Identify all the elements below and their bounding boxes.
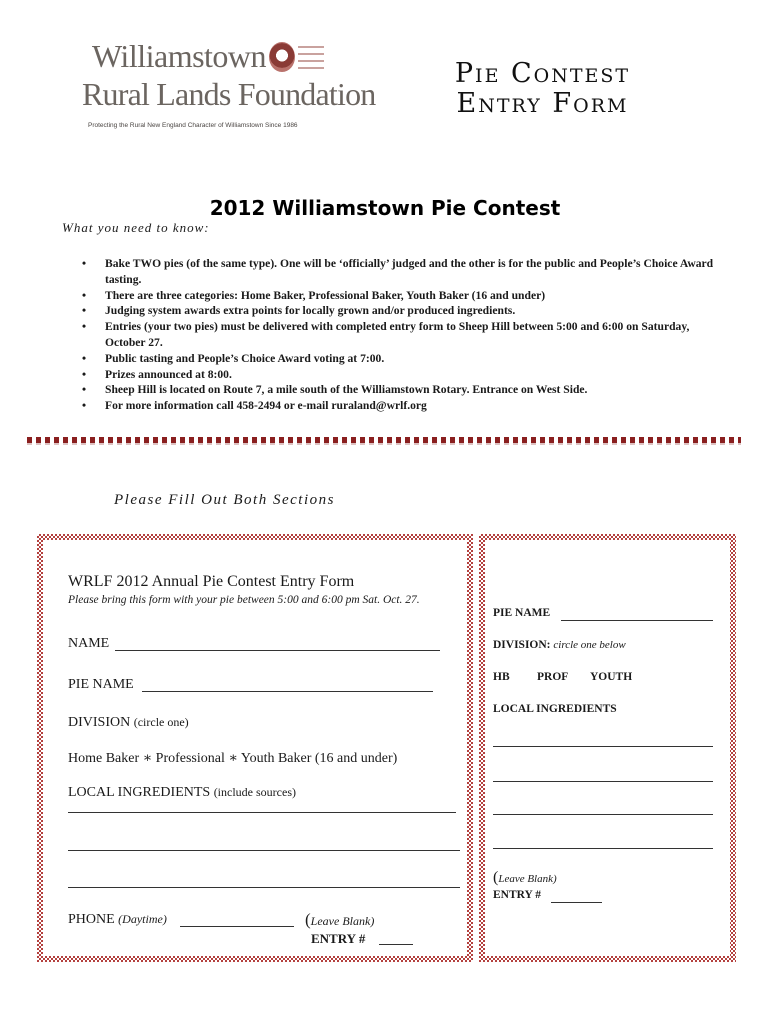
phone-label: PHONE [68,912,115,927]
info-bullet-list [78,256,728,414]
division-hint: (circle one) [133,715,189,729]
phone-hint: (Daytime) [118,912,167,926]
stub-option-prof[interactable]: PROF [537,671,569,683]
local-ingredients-label-group [68,785,296,801]
entry-number-label: ENTRY # [311,931,366,946]
stub-entry-number-field [551,902,602,903]
local-ingredients-line-1[interactable] [68,812,456,813]
stub-pie-name-label: PIE NAME [493,607,551,619]
division-options[interactable]: Home Baker ∗ Professional ∗ Youth Baker (16 and under) [68,751,398,766]
entry-stub-body [485,540,730,956]
stub-leave-blank-group [493,869,557,887]
stub-local-line-4[interactable] [493,848,713,849]
stub-local-ingredients-label: LOCAL INGREDIENTS [493,703,617,715]
logo-seal-icon [269,42,295,72]
rlf-logo [82,38,376,138]
division-label-group [68,715,189,731]
entry-number-field [379,944,413,945]
leave-blank-group [305,910,374,930]
leave-blank-label: Leave Blank) [310,914,375,928]
header-title-line-2: Entry Form [456,88,629,119]
local-ingredients-line-2[interactable] [68,850,460,851]
leave-blank-paren: ( [305,910,311,929]
info-bullet: • Entries (your two pies) must be delivered with completed entry form to Sheep Hill between 5:00 and 6:00 on Saturday, October 27. [82,320,690,349]
entry-form-box [37,534,473,962]
entry-stub-box [479,534,736,962]
info-bullet: • For more information call 458-2494 or e-mail ruraland@wrlf.org [82,399,427,413]
pie-name-label: PIE NAME [68,677,134,692]
bullet-icon: • [82,399,87,413]
bullet-icon: • [82,288,87,302]
division-label: DIVISION [68,715,131,730]
phone-field[interactable] [180,926,294,927]
logo-line-2: Rural Lands Foundation [82,76,376,112]
bullet-icon: • [82,257,87,270]
logo-decor-lines [298,46,324,74]
bullet-icon: • [82,383,87,397]
stub-division-group [493,639,626,651]
bullet-icon: • [82,351,87,365]
stub-leave-blank-paren: ( [493,869,499,886]
bullet-icon: • [82,367,87,381]
local-ingredients-hint: (include sources) [213,785,296,799]
entry-form-title: WRLF 2012 Annual Pie Contest Entry Form [68,573,355,590]
stub-division-label: DIVISION: [493,639,551,651]
bullet-icon: • [82,304,87,318]
info-bullet: • Judging system awards extra points for locally grown and/or produced ingredients. [82,304,516,318]
fill-out-label: Please Fill Out Both Sections [114,492,335,508]
pie-name-field[interactable] [142,691,433,692]
stub-local-line-3[interactable] [493,814,713,815]
stub-option-hb[interactable]: HB [493,671,510,683]
info-bullet: • Sheep Hill is located on Route 7, a mile south of the Williamstown Rotary. Entrance on West Side. [82,383,588,397]
info-bullet: • Prizes announced at 8:00. [82,367,232,381]
info-bullet: • There are three categories: Home Baker, Professional Baker, Youth Baker (16 and under) [82,288,546,302]
name-field[interactable] [115,650,440,651]
stub-leave-blank-label: Leave Blank) [498,873,557,885]
entry-form-body [43,540,467,956]
stub-entry-number-label: ENTRY # [493,889,542,901]
stub-division-hint: circle one below [553,639,626,651]
phone-label-group [68,912,167,928]
logo-line-1: Williamstown [92,38,267,74]
stub-option-youth[interactable]: YOUTH [590,671,633,683]
name-label: NAME [68,636,110,651]
info-bullet: • Bake TWO pies (of the same type). One will be ‘officially’ judged and the other is for the public and People’s Choice Award tasting. [82,257,714,286]
bullet-icon: • [82,320,87,334]
know-label: What you need to know: [62,220,210,235]
local-ingredients-line-3[interactable] [68,887,460,888]
entry-form-subtitle: Please bring this form with your pie between 5:00 and 6:00 pm Sat. Oct. 27. [68,594,420,606]
stub-local-line-1[interactable] [493,746,713,747]
contest-title: 2012 Williamstown Pie Contest [209,196,561,220]
info-bullet: • Public tasting and People’s Choice Award voting at 7:00. [82,351,385,365]
stub-pie-name-field[interactable] [561,620,713,621]
stub-local-line-2[interactable] [493,781,713,782]
dashed-divider-shadow [27,443,741,445]
local-ingredients-label: LOCAL INGREDIENTS [68,785,211,800]
header-title-line-1: Pie Contest [454,58,631,89]
logo-tagline: Protecting the Rural New England Character of Williamstown Since 1986 [88,122,298,129]
